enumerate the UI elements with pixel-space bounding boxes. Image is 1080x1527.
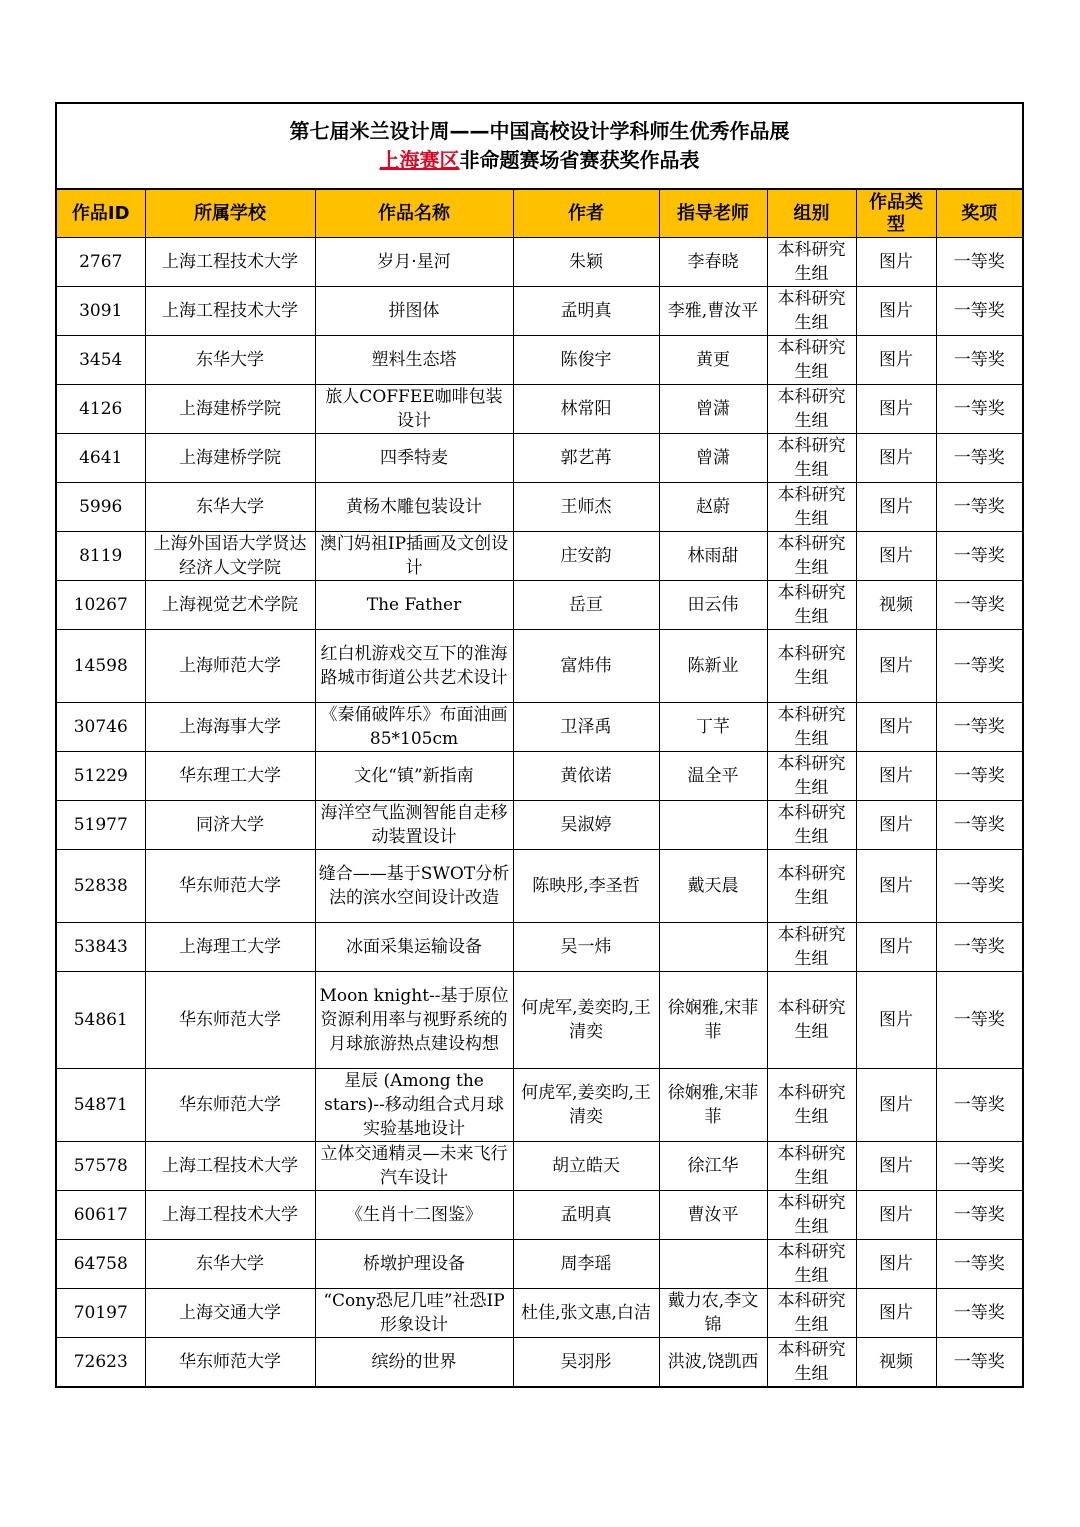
cell-award: 一等奖 xyxy=(936,336,1022,385)
cell-work: 文化“镇”新指南 xyxy=(315,752,513,801)
cell-advisor: 曾潇 xyxy=(659,434,767,483)
cell-id: 51977 xyxy=(57,801,145,850)
cell-work: 《秦俑破阵乐》布面油画 85*105cm xyxy=(315,703,513,752)
table-row xyxy=(57,630,1022,703)
cell-type: 图片 xyxy=(856,752,936,801)
cell-id: 72623 xyxy=(57,1338,145,1387)
cell-type: 图片 xyxy=(856,850,936,923)
cell-author: 孟明真 xyxy=(513,287,659,336)
cell-author: 何虎军,姜奕昀,王清奕 xyxy=(513,1069,659,1142)
title-line-2-rest: 非命题赛场省赛获奖作品表 xyxy=(459,148,700,172)
cell-work: 红白机游戏交互下的淮海路城市街道公共艺术设计 xyxy=(315,630,513,703)
cell-group: 本科研究生组 xyxy=(767,1289,856,1338)
cell-type: 图片 xyxy=(856,385,936,434)
table-row xyxy=(57,1240,1022,1289)
cell-type: 图片 xyxy=(856,287,936,336)
cell-group: 本科研究生组 xyxy=(767,801,856,850)
cell-type: 视频 xyxy=(856,1338,936,1387)
col-header-advisor: 指导老师 xyxy=(659,190,767,238)
table-row xyxy=(57,1069,1022,1142)
cell-award: 一等奖 xyxy=(936,752,1022,801)
table-row xyxy=(57,1191,1022,1240)
cell-group: 本科研究生组 xyxy=(767,532,856,581)
cell-author: 陈映彤,李圣哲 xyxy=(513,850,659,923)
table-row xyxy=(57,483,1022,532)
table-row xyxy=(57,801,1022,850)
cell-group: 本科研究生组 xyxy=(767,1338,856,1387)
cell-work: 拼图体 xyxy=(315,287,513,336)
cell-advisor: 林雨甜 xyxy=(659,532,767,581)
title-line-1: 第七届米兰设计周——中国高校设计学科师生优秀作品展 xyxy=(289,119,790,143)
cell-award: 一等奖 xyxy=(936,287,1022,336)
cell-type: 图片 xyxy=(856,1240,936,1289)
award-table xyxy=(57,190,1022,1386)
title-region: 上海赛区 xyxy=(379,148,460,172)
cell-group: 本科研究生组 xyxy=(767,336,856,385)
cell-group: 本科研究生组 xyxy=(767,752,856,801)
cell-group: 本科研究生组 xyxy=(767,923,856,972)
table-row xyxy=(57,850,1022,923)
cell-id: 70197 xyxy=(57,1289,145,1338)
cell-work: 《生肖十二图鉴》 xyxy=(315,1191,513,1240)
cell-type: 图片 xyxy=(856,923,936,972)
cell-type: 图片 xyxy=(856,336,936,385)
cell-type: 图片 xyxy=(856,801,936,850)
cell-author: 岳亘 xyxy=(513,581,659,630)
cell-advisor: 徐娴雅,宋菲菲 xyxy=(659,972,767,1069)
cell-author: 吴羽彤 xyxy=(513,1338,659,1387)
table-title xyxy=(57,104,1022,190)
cell-id: 57578 xyxy=(57,1142,145,1191)
cell-award: 一等奖 xyxy=(936,850,1022,923)
cell-type: 图片 xyxy=(856,630,936,703)
cell-type: 图片 xyxy=(856,703,936,752)
cell-work: 立体交通精灵—未来飞行汽车设计 xyxy=(315,1142,513,1191)
cell-award: 一等奖 xyxy=(936,923,1022,972)
cell-id: 8119 xyxy=(57,532,145,581)
cell-id: 60617 xyxy=(57,1191,145,1240)
cell-id: 54861 xyxy=(57,972,145,1069)
cell-award: 一等奖 xyxy=(936,434,1022,483)
cell-award: 一等奖 xyxy=(936,581,1022,630)
cell-award: 一等奖 xyxy=(936,1069,1022,1142)
cell-school: 上海工程技术大学 xyxy=(145,287,315,336)
table-row xyxy=(57,581,1022,630)
cell-award: 一等奖 xyxy=(936,703,1022,752)
cell-work: 旅人COFFEE咖啡包装设计 xyxy=(315,385,513,434)
cell-group: 本科研究生组 xyxy=(767,1240,856,1289)
cell-author: 吴一炜 xyxy=(513,923,659,972)
cell-school: 华东师范大学 xyxy=(145,1338,315,1387)
cell-school: 上海工程技术大学 xyxy=(145,1191,315,1240)
cell-id: 2767 xyxy=(57,238,145,287)
cell-school: 华东师范大学 xyxy=(145,850,315,923)
col-header-work: 作品名称 xyxy=(315,190,513,238)
cell-work: “Cony恐尼几哇”社恐IP形象设计 xyxy=(315,1289,513,1338)
cell-id: 64758 xyxy=(57,1240,145,1289)
cell-type: 图片 xyxy=(856,483,936,532)
cell-group: 本科研究生组 xyxy=(767,483,856,532)
cell-author: 周李瑶 xyxy=(513,1240,659,1289)
cell-award: 一等奖 xyxy=(936,483,1022,532)
cell-id: 3091 xyxy=(57,287,145,336)
table-row xyxy=(57,1142,1022,1191)
cell-award: 一等奖 xyxy=(936,385,1022,434)
cell-work: 桥墩护理设备 xyxy=(315,1240,513,1289)
cell-award: 一等奖 xyxy=(936,1289,1022,1338)
cell-group: 本科研究生组 xyxy=(767,581,856,630)
table-row xyxy=(57,336,1022,385)
cell-school: 上海理工大学 xyxy=(145,923,315,972)
cell-type: 图片 xyxy=(856,1069,936,1142)
cell-id: 14598 xyxy=(57,630,145,703)
col-header-award: 奖项 xyxy=(936,190,1022,238)
cell-type: 图片 xyxy=(856,1191,936,1240)
cell-advisor: 洪波,饶凯西 xyxy=(659,1338,767,1387)
table-row xyxy=(57,972,1022,1069)
cell-author: 卫泽禹 xyxy=(513,703,659,752)
cell-type: 图片 xyxy=(856,1142,936,1191)
table-row xyxy=(57,532,1022,581)
award-table-sheet xyxy=(55,102,1024,1388)
cell-group: 本科研究生组 xyxy=(767,238,856,287)
cell-school: 东华大学 xyxy=(145,336,315,385)
cell-advisor: 田云伟 xyxy=(659,581,767,630)
cell-id: 53843 xyxy=(57,923,145,972)
cell-author: 富炜伟 xyxy=(513,630,659,703)
cell-award: 一等奖 xyxy=(936,630,1022,703)
cell-id: 4126 xyxy=(57,385,145,434)
table-row xyxy=(57,434,1022,483)
cell-advisor: 李雅,曹汝平 xyxy=(659,287,767,336)
cell-award: 一等奖 xyxy=(936,1142,1022,1191)
col-header-id: 作品ID xyxy=(57,190,145,238)
cell-id: 52838 xyxy=(57,850,145,923)
cell-author: 杜佳,张文惠,白洁 xyxy=(513,1289,659,1338)
cell-advisor: 戴天晨 xyxy=(659,850,767,923)
col-header-school: 所属学校 xyxy=(145,190,315,238)
cell-work: The Father xyxy=(315,581,513,630)
cell-group: 本科研究生组 xyxy=(767,972,856,1069)
cell-work: 岁月·星河 xyxy=(315,238,513,287)
title-line-2 xyxy=(380,146,700,175)
cell-advisor: 徐江华 xyxy=(659,1142,767,1191)
cell-author: 黄依诺 xyxy=(513,752,659,801)
cell-advisor xyxy=(659,1240,767,1289)
cell-group: 本科研究生组 xyxy=(767,850,856,923)
table-row xyxy=(57,385,1022,434)
cell-group: 本科研究生组 xyxy=(767,703,856,752)
cell-author: 庄安韵 xyxy=(513,532,659,581)
cell-author: 王师杰 xyxy=(513,483,659,532)
cell-school: 华东师范大学 xyxy=(145,972,315,1069)
cell-author: 郭艺苒 xyxy=(513,434,659,483)
cell-work: 黄杨木雕包装设计 xyxy=(315,483,513,532)
cell-advisor: 丁芊 xyxy=(659,703,767,752)
cell-advisor: 徐娴雅,宋菲菲 xyxy=(659,1069,767,1142)
cell-award: 一等奖 xyxy=(936,972,1022,1069)
cell-advisor: 温全平 xyxy=(659,752,767,801)
cell-author: 何虎军,姜奕昀,王清奕 xyxy=(513,972,659,1069)
cell-school: 东华大学 xyxy=(145,483,315,532)
cell-author: 吴淑婷 xyxy=(513,801,659,850)
cell-school: 上海视觉艺术学院 xyxy=(145,581,315,630)
cell-author: 林常阳 xyxy=(513,385,659,434)
cell-award: 一等奖 xyxy=(936,1240,1022,1289)
cell-group: 本科研究生组 xyxy=(767,1069,856,1142)
cell-group: 本科研究生组 xyxy=(767,1191,856,1240)
cell-id: 30746 xyxy=(57,703,145,752)
cell-school: 华东理工大学 xyxy=(145,752,315,801)
cell-type: 图片 xyxy=(856,1289,936,1338)
table-row xyxy=(57,1338,1022,1387)
cell-author: 陈俊宇 xyxy=(513,336,659,385)
cell-school: 上海师范大学 xyxy=(145,630,315,703)
cell-author: 胡立皓天 xyxy=(513,1142,659,1191)
col-header-group: 组别 xyxy=(767,190,856,238)
table-row xyxy=(57,703,1022,752)
cell-school: 上海外国语大学贤达经济人文学院 xyxy=(145,532,315,581)
table-row xyxy=(57,238,1022,287)
cell-group: 本科研究生组 xyxy=(767,434,856,483)
cell-work: 四季特麦 xyxy=(315,434,513,483)
cell-advisor: 陈新业 xyxy=(659,630,767,703)
cell-school: 上海建桥学院 xyxy=(145,385,315,434)
cell-id: 4641 xyxy=(57,434,145,483)
cell-advisor: 曾潇 xyxy=(659,385,767,434)
table-row xyxy=(57,752,1022,801)
cell-group: 本科研究生组 xyxy=(767,385,856,434)
cell-work: 缝合——基于SWOT分析法的滨水空间设计改造 xyxy=(315,850,513,923)
cell-school: 上海工程技术大学 xyxy=(145,1142,315,1191)
cell-advisor: 戴力农,李文锦 xyxy=(659,1289,767,1338)
cell-group: 本科研究生组 xyxy=(767,1142,856,1191)
cell-award: 一等奖 xyxy=(936,532,1022,581)
cell-type: 图片 xyxy=(856,972,936,1069)
cell-work: 澳门妈祖IP插画及文创设计 xyxy=(315,532,513,581)
cell-school: 上海交通大学 xyxy=(145,1289,315,1338)
cell-award: 一等奖 xyxy=(936,1191,1022,1240)
cell-type: 图片 xyxy=(856,434,936,483)
cell-award: 一等奖 xyxy=(936,238,1022,287)
cell-id: 54871 xyxy=(57,1069,145,1142)
cell-group: 本科研究生组 xyxy=(767,630,856,703)
cell-type: 视频 xyxy=(856,581,936,630)
cell-work: 塑料生态塔 xyxy=(315,336,513,385)
cell-work: 海洋空气监测智能自走移动装置设计 xyxy=(315,801,513,850)
cell-id: 5996 xyxy=(57,483,145,532)
cell-advisor xyxy=(659,923,767,972)
cell-advisor: 曹汝平 xyxy=(659,1191,767,1240)
cell-type: 图片 xyxy=(856,532,936,581)
cell-advisor: 黄更 xyxy=(659,336,767,385)
cell-author: 朱颖 xyxy=(513,238,659,287)
cell-award: 一等奖 xyxy=(936,801,1022,850)
cell-group: 本科研究生组 xyxy=(767,287,856,336)
cell-author: 孟明真 xyxy=(513,1191,659,1240)
cell-school: 东华大学 xyxy=(145,1240,315,1289)
cell-work: 缤纷的世界 xyxy=(315,1338,513,1387)
cell-school: 上海海事大学 xyxy=(145,703,315,752)
cell-advisor: 赵蔚 xyxy=(659,483,767,532)
cell-advisor xyxy=(659,801,767,850)
cell-award: 一等奖 xyxy=(936,1338,1022,1387)
table-row xyxy=(57,1289,1022,1338)
cell-school: 上海工程技术大学 xyxy=(145,238,315,287)
header-row xyxy=(57,190,1022,238)
table-row xyxy=(57,923,1022,972)
cell-school: 同济大学 xyxy=(145,801,315,850)
cell-id: 10267 xyxy=(57,581,145,630)
cell-school: 上海建桥学院 xyxy=(145,434,315,483)
cell-school: 华东师范大学 xyxy=(145,1069,315,1142)
col-header-author: 作者 xyxy=(513,190,659,238)
cell-advisor: 李春晓 xyxy=(659,238,767,287)
cell-work: 冰面采集运输设备 xyxy=(315,923,513,972)
cell-work: 星辰 (Among the stars)--移动组合式月球实验基地设计 xyxy=(315,1069,513,1142)
cell-work: Moon knight--基于原位资源利用率与视野系统的月球旅游热点建设构想 xyxy=(315,972,513,1069)
cell-id: 3454 xyxy=(57,336,145,385)
col-header-type: 作品类型 xyxy=(856,190,936,238)
cell-id: 51229 xyxy=(57,752,145,801)
cell-type: 图片 xyxy=(856,238,936,287)
table-row xyxy=(57,287,1022,336)
